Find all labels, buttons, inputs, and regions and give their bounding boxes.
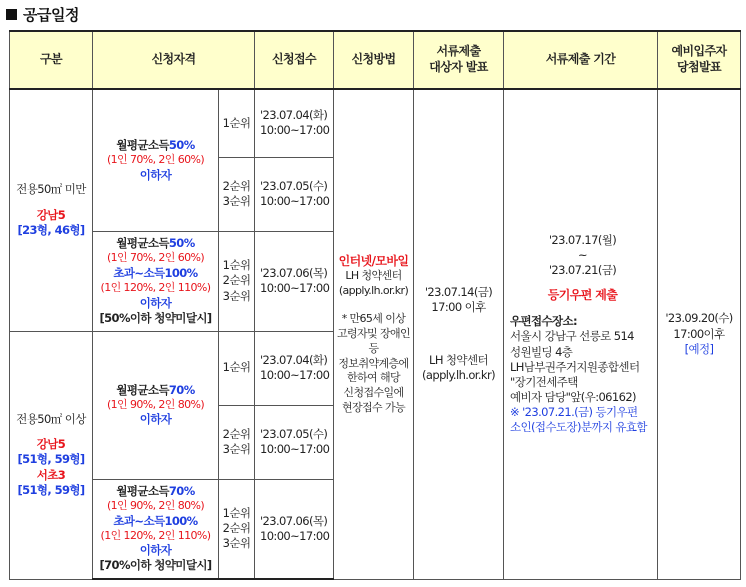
header-row: [10, 31, 741, 89]
method-note: 정보취약계층에: [338, 356, 409, 370]
reserve-note: [예정]: [684, 341, 714, 356]
reserve-time: 17:00이후: [673, 326, 725, 341]
doc-period-mail: 등기우편 제출: [547, 288, 618, 303]
header-doc-target: 서류제출 대상자 발표: [414, 31, 504, 89]
rank-cell: 2순위 3순위: [219, 405, 255, 479]
application-date: '23.07.04(화) 10:00~17:00: [255, 89, 334, 157]
doc-target-cell: [414, 89, 504, 579]
method-note: 현장접수 가능: [341, 400, 406, 414]
application-date: '23.07.06(목) 10:00~17:00: [255, 479, 334, 579]
supply-schedule-table: [9, 30, 741, 580]
header-application: 신청접수: [255, 31, 334, 89]
rank-cell: 2순위 3순위: [219, 157, 255, 231]
q-detail: (1인 120%, 2인 110%): [100, 281, 211, 294]
method-cell: [334, 89, 414, 579]
rank-cell: 1순위: [219, 331, 255, 405]
header-doc-period: 서류제출 기간: [504, 31, 658, 89]
header-category: 구분: [10, 31, 93, 89]
header-reserve: 예비입주자 당첨발표: [658, 31, 741, 89]
doc-target-url: (apply.lh.or.kr): [422, 368, 495, 383]
q-percent: 50%: [168, 236, 195, 251]
method-online: 인터넷/모바일: [338, 253, 409, 268]
doc-period-cell: [504, 89, 658, 579]
group2-category: [10, 331, 93, 579]
q-condition: [50%이하 청약미달시]: [99, 310, 212, 325]
method-url: (apply.lh.or.kr): [338, 283, 409, 297]
rank-cell: 1순위 2순위 3순위: [219, 231, 255, 331]
reserve-date: '23.09.20(수): [665, 311, 733, 326]
doc-period-tilde: ~: [577, 248, 588, 263]
q-detail: (1인 70%, 2인 60%): [106, 251, 205, 265]
method-note: 신청접수일에: [343, 386, 404, 400]
group2-district: 강남5: [36, 437, 66, 452]
group1-district: 강남5: [36, 207, 66, 222]
method-note: 한하여 해당: [346, 371, 401, 385]
q-detail: (1인 70%, 2인 60%): [106, 152, 205, 166]
reserve-cell: [658, 89, 741, 579]
group2-qualification-a: [93, 331, 219, 479]
group1-sizes: [23형, 46형]: [17, 222, 85, 237]
q-percent: 70%: [168, 382, 195, 397]
header-qualification: 신청자격: [93, 31, 255, 89]
q-detail: (1인 120%, 2인 110%): [100, 528, 211, 542]
group2-sizes: [51형, 59형]: [17, 482, 85, 497]
method-note: 고령자및 장애인등: [336, 327, 411, 355]
table-row: [10, 89, 741, 157]
doc-period-addr: "장기전세주택: [510, 374, 578, 389]
q-label: 월평균소득: [116, 236, 169, 251]
doc-period-note: ※ '23.07.21.(금) 등기우편: [510, 405, 638, 420]
doc-period-addr: 예비자 담당"앞(우:06162): [510, 390, 636, 405]
q-label: 초과~소득: [113, 513, 165, 528]
application-date: '23.07.05(수) 10:00~17:00: [255, 157, 334, 231]
application-date: '23.07.04(화) 10:00~17:00: [255, 331, 334, 405]
rank-cell: 1순위 2순위 3순위: [219, 479, 255, 579]
group1-qualification-a: [93, 89, 219, 231]
doc-target-date: '23.07.14(금): [424, 284, 493, 299]
q-suffix: 이하자: [139, 295, 172, 310]
doc-period-start: '23.07.17(월): [548, 232, 617, 247]
doc-period-addr: 서울시 강남구 선릉로 514: [510, 329, 634, 344]
q-suffix: 이하자: [139, 167, 172, 182]
group1-category: [10, 89, 93, 331]
group1-qualification-b: [93, 231, 219, 331]
q-label: 월평균소득: [116, 382, 169, 397]
q-percent: 70%: [168, 483, 195, 498]
group1-area: 전용50㎡ 미만: [16, 182, 86, 197]
q-detail: (1인 90%, 2인 80%): [106, 499, 205, 513]
section-title: [6, 4, 79, 25]
q-percent: 100%: [164, 513, 198, 528]
doc-period-addr: 성원빌딩 4층: [510, 344, 573, 359]
application-date: '23.07.05(수) 10:00~17:00: [255, 405, 334, 479]
doc-period-addr-title: 우편접수장소:: [510, 314, 578, 329]
group2-area: 전용50㎡ 이상: [16, 412, 86, 427]
rank-cell: 1순위: [219, 89, 255, 157]
application-date: '23.07.06(목) 10:00~17:00: [255, 231, 334, 331]
q-suffix: 이하자: [139, 543, 172, 558]
method-center: LH 청약센터: [345, 268, 402, 282]
q-condition: [70%이하 청약미달시]: [99, 558, 212, 573]
doc-target-center: LH 청약센터: [429, 353, 488, 368]
q-detail: (1인 90%, 2인 80%): [106, 397, 205, 411]
doc-period-note: 소인(접수도장)분까지 유효함: [510, 420, 647, 435]
doc-target-time: 17:00 이후: [431, 300, 486, 315]
group2-district: 서초3: [36, 467, 66, 482]
q-percent: 100%: [164, 265, 198, 280]
q-label: 월평균소득: [116, 483, 169, 498]
q-percent: 50%: [168, 137, 195, 152]
header-method: 신청방법: [334, 31, 414, 89]
section-title-text: 공급일정: [23, 6, 79, 24]
doc-period-end: '23.07.21(금): [548, 263, 617, 278]
doc-period-addr: LH남부권주거지원종합센터: [510, 359, 640, 374]
square-bullet-icon: [6, 9, 17, 20]
group2-sizes: [51형, 59형]: [17, 452, 85, 467]
q-label: 초과~소득: [113, 265, 165, 280]
q-label: 월평균소득: [116, 137, 169, 152]
method-note: * 만65세 이상: [341, 312, 406, 326]
q-suffix: 이하자: [139, 412, 172, 427]
group2-qualification-b: [93, 479, 219, 579]
